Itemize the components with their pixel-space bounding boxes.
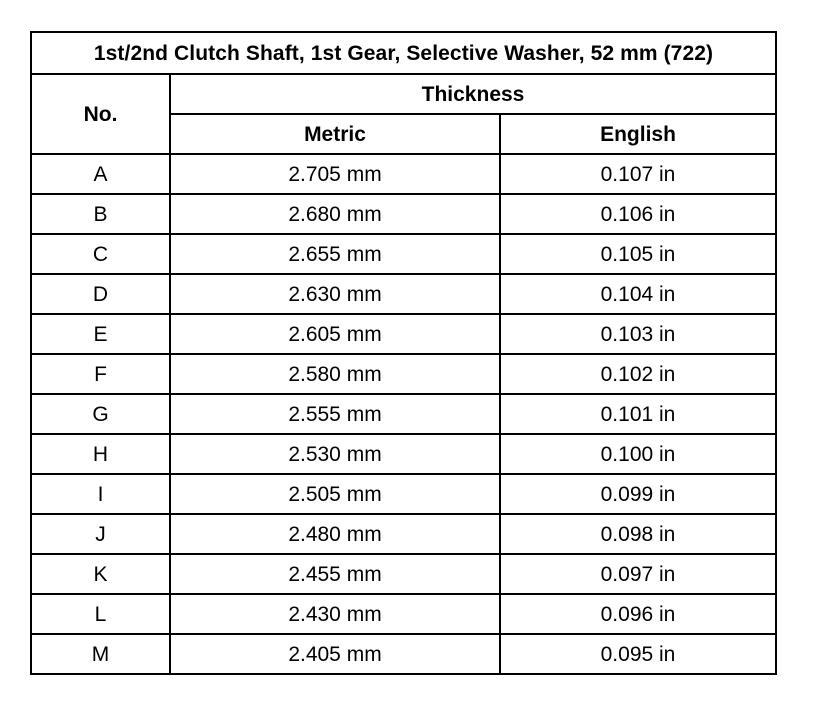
- table-row: [31, 154, 776, 194]
- cell-metric: 2.555 mm: [170, 394, 500, 434]
- cell-english: 0.107 in: [500, 154, 776, 194]
- cell-english: 0.095 in: [500, 634, 776, 674]
- cell-english: 0.105 in: [500, 234, 776, 274]
- cell-no: J: [31, 514, 170, 554]
- cell-metric: 2.530 mm: [170, 434, 500, 474]
- header-english: English: [500, 114, 776, 154]
- cell-no: E: [31, 314, 170, 354]
- cell-english: 0.102 in: [500, 354, 776, 394]
- table-row: [31, 194, 776, 234]
- header-no: No.: [31, 74, 170, 154]
- table-row: [31, 274, 776, 314]
- cell-english: 0.106 in: [500, 194, 776, 234]
- table-row: [31, 514, 776, 554]
- table-row: [31, 314, 776, 354]
- cell-metric: 2.430 mm: [170, 594, 500, 634]
- cell-no: L: [31, 594, 170, 634]
- cell-metric: 2.655 mm: [170, 234, 500, 274]
- cell-no: F: [31, 354, 170, 394]
- cell-english: 0.100 in: [500, 434, 776, 474]
- table-row: [31, 594, 776, 634]
- cell-metric: 2.480 mm: [170, 514, 500, 554]
- cell-english: 0.097 in: [500, 554, 776, 594]
- cell-metric: 2.505 mm: [170, 474, 500, 514]
- cell-metric: 2.680 mm: [170, 194, 500, 234]
- cell-metric: 2.405 mm: [170, 634, 500, 674]
- table-row: [31, 354, 776, 394]
- cell-no: G: [31, 394, 170, 434]
- table-title: 1st/2nd Clutch Shaft, 1st Gear, Selective Washer, 52 mm (722): [31, 32, 776, 74]
- cell-metric: 2.705 mm: [170, 154, 500, 194]
- cell-no: K: [31, 554, 170, 594]
- table-row: [31, 474, 776, 514]
- header-thickness: Thickness: [170, 74, 776, 114]
- cell-metric: 2.630 mm: [170, 274, 500, 314]
- table-row: [31, 234, 776, 274]
- cell-english: 0.099 in: [500, 474, 776, 514]
- cell-no: M: [31, 634, 170, 674]
- table-row: [31, 394, 776, 434]
- cell-english: 0.104 in: [500, 274, 776, 314]
- table-row: [31, 434, 776, 474]
- cell-english: 0.101 in: [500, 394, 776, 434]
- cell-no: B: [31, 194, 170, 234]
- header-metric: Metric: [170, 114, 500, 154]
- cell-no: H: [31, 434, 170, 474]
- selective-washer-table: [30, 31, 777, 675]
- cell-metric: 2.605 mm: [170, 314, 500, 354]
- table-row: [31, 634, 776, 674]
- table-row: [31, 554, 776, 594]
- cell-metric: 2.455 mm: [170, 554, 500, 594]
- cell-english: 0.098 in: [500, 514, 776, 554]
- cell-no: A: [31, 154, 170, 194]
- cell-no: I: [31, 474, 170, 514]
- cell-english: 0.096 in: [500, 594, 776, 634]
- table-body: [31, 154, 776, 674]
- cell-no: D: [31, 274, 170, 314]
- cell-metric: 2.580 mm: [170, 354, 500, 394]
- cell-english: 0.103 in: [500, 314, 776, 354]
- cell-no: C: [31, 234, 170, 274]
